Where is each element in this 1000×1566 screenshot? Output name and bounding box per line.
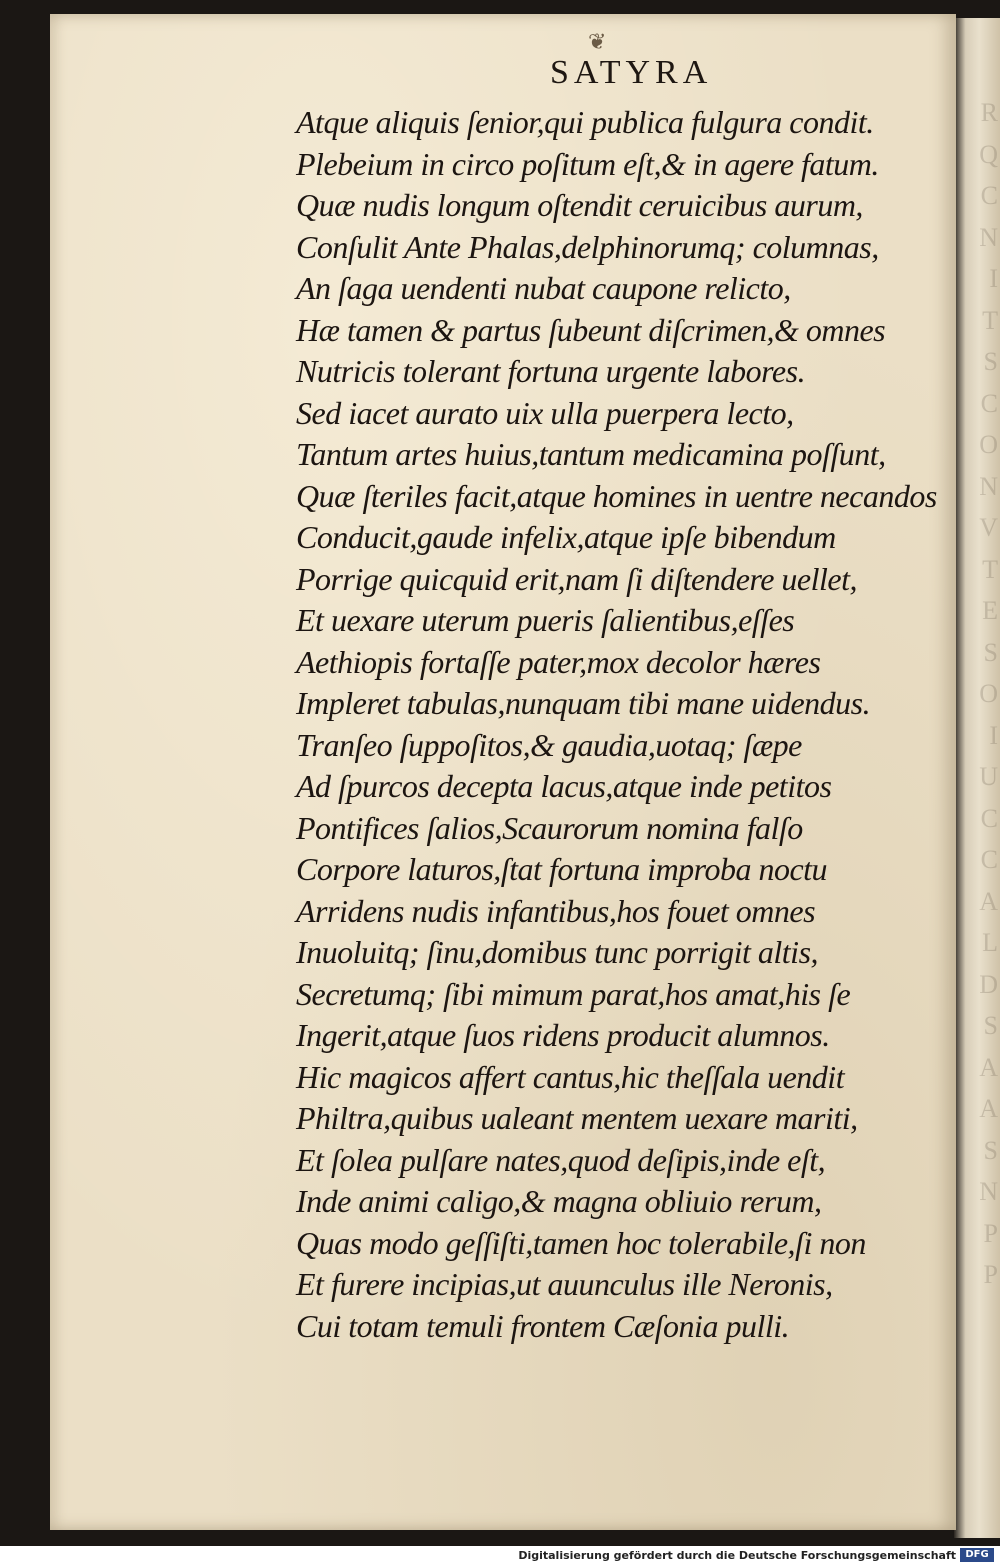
verse-line: Secretumq; ſibi mimum parat,hos amat,his ſe — [296, 975, 851, 1012]
dfg-logo: DFG — [960, 1548, 994, 1562]
verse-line: Nutricis tolerant fortuna urgente labores. — [296, 353, 806, 389]
verse-line: Corpore laturos,ſtat fortuna improba noctu — [296, 851, 828, 887]
verse-line: Hæ tamen & partus ſubeunt diſcrimen,& omnes — [296, 311, 886, 348]
verse-line: Porrige quicquid erit,nam ſi diſtendere uellet, — [296, 560, 857, 597]
verse-line: Impleret tabulas,nunquam tibi mane uidendus. — [296, 685, 871, 721]
verse-line: Aethiopis fortaſſe pater,mox decolor hæres — [296, 643, 821, 680]
verse-line: Atque aliquis ſenior,qui publica fulgura condit. — [296, 104, 874, 140]
verse-line: Et ſolea pulſare nates,quod deſipis,inde eſt, — [296, 1141, 826, 1178]
verse-line: Quæ ſteriles facit,atque homines in uentre necandos — [296, 477, 937, 514]
book-page — [50, 14, 956, 1530]
facing-page-bleed: R Q C N I T S C O N V T E S O I U C C A L D S A A S N P P — [979, 98, 998, 1289]
printer-ornament: ❦ — [588, 30, 607, 55]
verse-line: Sed iacet aurato uix ulla puerpera lecto, — [296, 394, 794, 431]
funding-credit: Digitalisierung gefördert durch die Deutsche Forschungsgemeinschaft — [518, 1549, 956, 1562]
facing-page-edge — [954, 18, 1000, 1538]
verse-line: Inuoluitq; ſinu,domibus tunc porrigit altis, — [296, 934, 819, 970]
verse-line: Plebeium in circo poſitum eſt,& in agere fatum. — [296, 145, 879, 182]
verse-line: Philtra,quibus ualeant mentem uexare mariti, — [296, 1100, 858, 1136]
verse-line: Conducit,gaude infelix,atque ipſe bibendum — [296, 519, 836, 555]
running-head: SATYRA — [550, 54, 713, 91]
verse-line: Et furere incipias,ut auunculus ille Neronis, — [296, 1266, 833, 1302]
verse-text — [296, 102, 937, 1347]
verse-line: Hic magicos affert cantus,hic theſſala uendit — [296, 1058, 845, 1095]
verse-line: Pontifices ſalios,Scaurorum nomina falſo — [296, 809, 803, 846]
verse-line: Et uexare uterum pueris ſalientibus,eſſes — [296, 602, 795, 638]
verse-line: Ad ſpurcos decepta lacus,atque inde petitos — [296, 768, 832, 804]
verse-line: An ſaga uendenti nubat caupone relicto, — [296, 270, 791, 306]
verse-line: Conſulit Ante Phalas,delphinorumq; columnas, — [296, 228, 879, 265]
verse-line: Inde animi caligo,& magna obliuio rerum, — [296, 1183, 822, 1219]
footer-bar — [0, 1546, 1000, 1566]
verse-line: Tranſeo ſuppoſitos,& gaudia,uotaq; ſæpe — [296, 726, 802, 763]
verse-line: Arridens nudis infantibus,hos fouet omnes — [296, 892, 816, 929]
verse-line: Quæ nudis longum oſtendit ceruicibus aurum, — [296, 187, 863, 223]
verse-line: Tantum artes huius,tantum medicamina poſſunt, — [296, 436, 886, 472]
verse-line: Ingerit,atque ſuos ridens producit alumnos. — [296, 1017, 830, 1053]
verse-line: Cui totam temuli frontem Cæſonia pulli. — [296, 1307, 790, 1344]
verse-line: Quas modo geſſiſti,tamen hoc tolerabile,ſi non — [296, 1224, 866, 1261]
